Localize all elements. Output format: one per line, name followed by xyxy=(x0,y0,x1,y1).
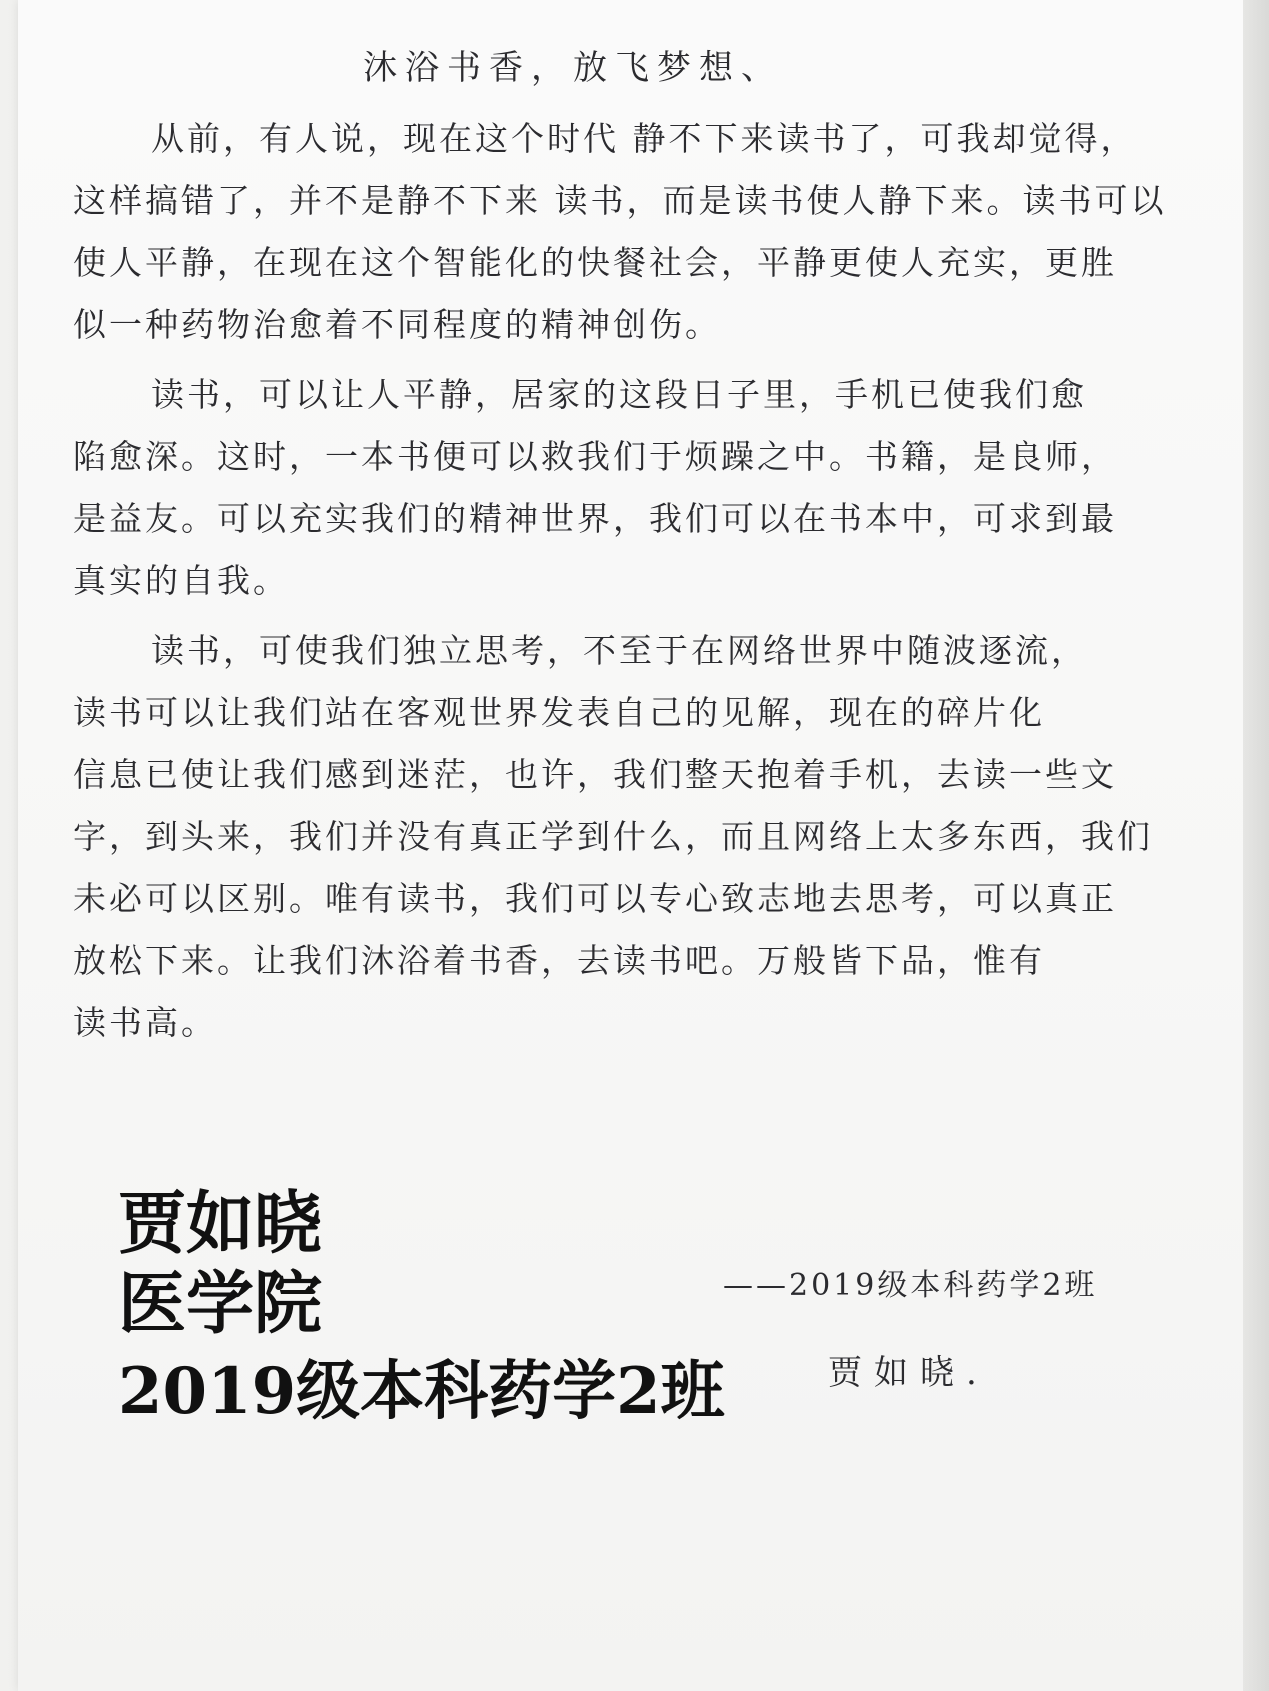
paragraph-line: 放松下来。让我们沐浴着书香，去读书吧。万般皆下品，惟有 xyxy=(73,941,1045,980)
signature-name: 贾如晓. xyxy=(828,1353,989,1393)
paragraph-1 xyxy=(73,108,1183,356)
paragraph-line: 真实的自我。 xyxy=(73,561,289,600)
printed-school: 医学院 xyxy=(118,1264,323,1344)
paper-edge xyxy=(1243,0,1269,1691)
paragraph-line: 陷愈深。这时，一本书便可以救我们于烦躁之中。书籍，是良师， xyxy=(73,437,1117,476)
paragraph-line: 是益友。可以充实我们的精神世界，我们可以在书本中，可求到最 xyxy=(73,499,1117,538)
signature-class-line: ——2019级本科药学2班 xyxy=(723,1268,1098,1303)
paragraph-line: 信息已使让我们感到迷茫，也许，我们整天抱着手机，去读一些文 xyxy=(73,755,1117,794)
paragraph-line: 未必可以区别。唯有读书，我们可以专心致志地去思考，可以真正 xyxy=(73,879,1117,918)
printed-author-name: 贾如晓 xyxy=(118,1184,323,1264)
paragraph-line: 似一种药物治愈着不同程度的精神创伤。 xyxy=(73,305,721,344)
paragraph-line: 从前，有人说，现在这个时代 静不下来读书了，可我却觉得， xyxy=(151,119,1137,158)
printed-class: 2019级本科药学2班 xyxy=(118,1354,725,1429)
paper-sheet xyxy=(18,0,1243,1691)
paragraph-line: 读书高。 xyxy=(73,1003,217,1042)
paragraph-line: 使人平静，在现在这个智能化的快餐社会，平静更使人充实，更胜 xyxy=(73,243,1117,282)
paragraph-3 xyxy=(73,620,1183,1054)
paragraph-line: 这样搞错了，并不是静不下来 读书，而是读书使人静下来。读书可以 xyxy=(73,181,1167,220)
paragraph-line: 读书，可使我们独立思考，不至于在网络世界中随波逐流， xyxy=(151,631,1087,670)
paragraph-2 xyxy=(73,364,1183,612)
essay-title: 沐浴书香，放飞梦想、 xyxy=(363,48,783,88)
paragraph-line: 读书可以让我们站在客观世界发表自己的见解，现在的碎片化 xyxy=(73,693,1045,732)
paragraph-line: 读书，可以让人平静，居家的这段日子里，手机已使我们愈 xyxy=(151,375,1087,414)
paragraph-line: 字，到头来，我们并没有真正学到什么，而且网络上太多东西，我们 xyxy=(73,817,1153,856)
